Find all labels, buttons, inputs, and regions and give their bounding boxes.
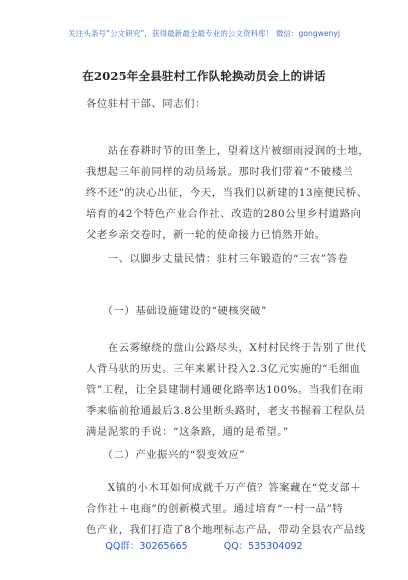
section-heading-text: 一、以脚步丈量民情：驻村三年锻造的“三农”答卷	[86, 253, 349, 265]
footer-contacts	[0, 538, 408, 552]
paragraph-line: 管”工程，让全县建制村通硬化路率达100%。当我们在雨	[86, 384, 364, 396]
subheading-2	[86, 445, 356, 466]
subheading-text: （二）产业振兴的“裂变效应”	[86, 449, 246, 461]
footer-qq: QQ：535304092	[223, 541, 303, 552]
paragraph-line: 终不还”的决心出征，今天，当我们以新建的13座便民桥、	[86, 187, 368, 199]
paragraph-line: 站在春耕时节的田垄上，望着这片被细雨浸润的土地，	[86, 145, 370, 157]
paragraph-line: 人背马驮的历史。三年来累计投入2.3亿元实施的“毛细血	[86, 363, 361, 375]
paragraph-line: 满是泥浆的手说：“这条路，通的是希望。”	[86, 426, 289, 438]
paragraph-3	[86, 478, 366, 541]
paragraph-2	[86, 338, 367, 443]
paragraph-line: 季来临前抢通最后3.8公里断头路时，老支书握着工程队员	[86, 405, 366, 417]
subheading-text: （一）基础设施建设的“硬核突破”	[86, 305, 267, 317]
document-title: 在2025年全县驻村工作队轮换动员会上的讲话	[82, 69, 326, 83]
salutation-text: 各位驻村干部、同志们：	[86, 98, 206, 110]
paragraph-line: 培育的42个特色产业合作社、改造的280公里乡村道路向	[86, 208, 362, 220]
footer-qq-group: QQ群：30265665	[105, 541, 188, 552]
paragraph-line: 父老乡亲交卷时，新一轮的使命接力已悄然开始。	[86, 229, 326, 241]
header-notice: 关注头条号“公文研究”，获得最新最全最专业的公文资料库！ 微信：gongwenyj	[68, 29, 340, 38]
paragraph-line: 我想起三年前同样的动员场景。那时我们带着“不破楼兰	[86, 166, 354, 178]
subheading-1	[86, 301, 356, 322]
paragraph-line: X镇的小木耳如何成就千万产值？答案藏在“党支部＋	[86, 482, 362, 494]
paragraph-line: 合作社＋电商”的创新模式里。通过培育“一村一品”特	[86, 503, 344, 515]
salutation	[86, 94, 356, 115]
paragraph-line: 在云雾缭绕的盘山公路尽头，X村村民终于告别了世代	[86, 342, 367, 354]
paragraph-1	[86, 141, 370, 246]
paragraph-line: 色产业，我们打造了8个地理标志产品，带动全县农产品线	[86, 524, 366, 536]
section-heading-1	[86, 249, 356, 270]
